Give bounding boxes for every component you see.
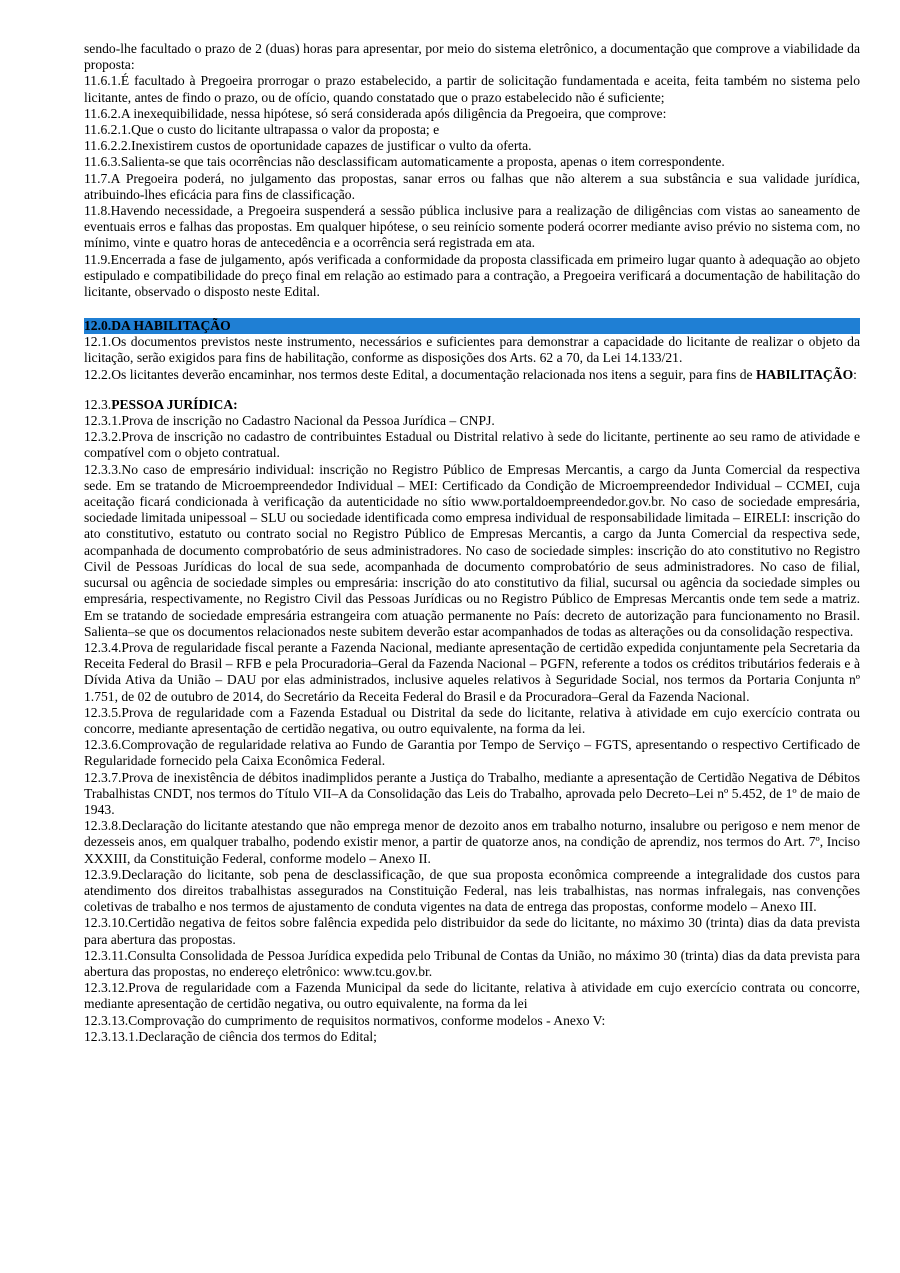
list-item: 12.3.10.Certidão negativa de feitos sobre falência expedida pelo distribuidor da sede do licitante, no máximo 30 (trinta) dias da data prevista para abertura das propostas. bbox=[84, 915, 860, 947]
list-item: 12.3.13.Comprovação do cumprimento de requisitos normativos, conforme modelos - Anexo V: bbox=[84, 1012, 606, 1028]
paragraph-12-3-title: PESSOA JURÍDICA: bbox=[111, 396, 238, 412]
list-item: 12.3.12.Prova de regularidade com a Fazenda Municipal da sede do licitante, relativa à atividade em cujo exercício contrata ou concorre, mediante apresentação de certidão negativa, ou outro equivalente, na forma da lei bbox=[84, 980, 860, 1012]
spacer bbox=[84, 383, 860, 397]
list-item: 12.3.11.Consulta Consolidada de Pessoa Jurídica expedida pelo Tribunal de Contas da União, no máximo 30 (trinta) dias da data prevista para abertura das propostas, no endereço eletrônico: www.tcu.gov.br. bbox=[84, 947, 860, 979]
paragraph-11-8: 11.8.Havendo necessidade, a Pregoeira suspenderá a sessão pública inclusive para a realização de diligências com vistas ao saneamento de eventuais erros e falhas das propostas. Em qualquer hipótese, o seu reinício somente poderá ocorrer mediante aviso prévio no sistema com, no mínimo, vinte e quatro horas de antecedência e a ocorrência será registrada em ata. bbox=[84, 203, 860, 251]
list-item: 12.3.5.Prova de regularidade com a Fazenda Estadual ou Distrital da sede do licitante, relativa à atividade em cujo exercício contrata ou concorre, mediante apresentação de certidão negativa, ou outro equivalente, na forma da lei. bbox=[84, 704, 860, 736]
list-item: 12.3.13.1.Declaração de ciência dos termos do Edital; bbox=[84, 1028, 377, 1044]
paragraph-11-6-1: 11.6.1.É facultado à Pregoeira prorrogar o prazo estabelecido, a partir de solicitação fundamentada e aceita, feita também no sistema pelo licitante, antes de findo o prazo, ou de ofício, quando constatado que o prazo estabelecido não é suficiente; bbox=[84, 73, 860, 105]
spacer bbox=[84, 300, 860, 318]
list-item: 12.3.9.Declaração do licitante, sob pena de desclassificação, de que sua proposta econômica compreende a integralidade dos custos para atendimento dos direitos trabalhistas assegurados na Constituição Federal, nas leis trabalhistas, nas normas infralegais, nas convenções coletivas de trabalho e nos termos de ajustamento de conduta vigentes na data de entrega das propostas, conforme modelo – Anexo III. bbox=[84, 866, 860, 915]
paragraph-12-2-end: : bbox=[853, 366, 857, 382]
paragraph-11-6-3: 11.6.3.Salienta-se que tais ocorrências não desclassificam automaticamente a proposta, apenas o item correspondente. bbox=[84, 154, 725, 170]
paragraph-12-2 bbox=[84, 367, 860, 383]
list-item: 12.3.4.Prova de regularidade fiscal perante a Fazenda Nacional, mediante apresentação de certidão expedida conjuntamente pela Secretaria da Receita Federal do Brasil – RFB e pela Procuradoria–Geral da Fazenda Nacional – PGFN, referente a todos os créditos tributários federais e à Dívida Ativa da União – DAU por elas administrados, inclusive aqueles relativos à Seguridade Social, nos termos da Portaria Conjunta nº 1.751, de 02 de outubro de 2014, do Secretário da Receita Federal do Brasil e da Procuradora–Geral da Fazenda Nacional. bbox=[84, 639, 860, 704]
paragraph-12-3-num: 12.3. bbox=[84, 396, 112, 412]
section-heading-habilitacao: 12.0.DA HABILITAÇÃO bbox=[84, 318, 860, 334]
paragraph-11-6-2: 11.6.2.A inexequibilidade, nessa hipótese, só será considerada após diligência da Pregoeira, que comprove: bbox=[84, 105, 667, 121]
paragraph-11-7: 11.7.A Pregoeira poderá, no julgamento das propostas, sanar erros ou falhas que não alterem a sua substância e sua validade jurídica, atribuindo-lhes eficácia para fins de classificação. bbox=[84, 170, 860, 202]
paragraph-12-1: 12.1.Os documentos previstos neste instrumento, necessários e suficientes para demonstrar a capacidade do licitante de realizar o objeto da licitação, serão exigidos para fins de habilitação, conforme as disposições dos Arts. 62 a 70, da Lei 14.133/21. bbox=[84, 334, 860, 366]
paragraph-intro: sendo-lhe facultado o prazo de 2 (duas) horas para apresentar, por meio do sistema eletrônico, a documentação que comprove a viabilidade da proposta: bbox=[84, 41, 860, 73]
paragraph-12-2-bold: HABILITAÇÃO bbox=[755, 366, 854, 382]
paragraph-11-9: 11.9.Encerrada a fase de julgamento, após verificada a conformidade da proposta classificada em primeiro lugar quanto à adequação ao objeto estipulado e compatibilidade do preço final em relação ao estimado para a contração, a Pregoeira verificará a documentação de habilitação do licitante, observado o disposto neste Edital. bbox=[84, 251, 860, 300]
document-page bbox=[84, 41, 860, 1045]
paragraph-12-2-text: 12.2.Os licitantes deverão encaminhar, nos termos deste Edital, a documentação relacionada nos itens a seguir, para fins de bbox=[84, 366, 756, 382]
list-item: 12.3.3.No caso de empresário individual: inscrição no Registro Público de Empresas Mercantis, a cargo da Junta Comercial da respectiva sede. Em se tratando de Microempreendedor Individual – MEI: Certificado da Condição de Microempreendedor Individual – CCMEI, cuja aceitação ficará condicionada à verificação da autenticidade no sítio www.portaldoempreendedor.gov.br. No caso de sociedade empresária, sociedade limitada unipessoal – SLU ou sociedade identificada como empresa individual de responsabilidade limitada – EIRELI: inscrição do ato constitutivo, estatuto ou contrato social no Registro Público de Empresas Mercantis, a cargo da Junta Comercial da respectiva sede, acompanhada de documento comprobatório de seus administradores. No caso de sociedade simples: inscrição do ato constitutivo no Registro Civil de Pessoas Jurídicas do local de sua sede, acompanhada de documento comprobatório de seus administradores. No caso de filial, sucursal ou agência de sociedade simples ou empresária: inscrição do ato constitutivo da filial, sucursal ou agência da sociedade simples ou empresária, respectivamente, no Registro Civil das Pessoas Jurídicas ou no Registro Público de Empresas Mercantis onde tem sede a matriz. Em se tratando de sociedade empresária estrangeira com atuação permanente no País: decreto de autorização para funcionamento no Brasil. Salienta–se que os documentos relacionados neste subitem deverão estar acompanhados de todas as alterações ou da consolidação respectiva. bbox=[84, 461, 860, 639]
paragraph-12-3 bbox=[84, 397, 860, 413]
list-item: 12.3.1.Prova de inscrição no Cadastro Nacional da Pessoa Jurídica – CNPJ. bbox=[84, 413, 495, 429]
paragraph-11-6-2-2: 11.6.2.2.Inexistirem custos de oportunidade capazes de justificar o vulto da oferta. bbox=[84, 138, 532, 154]
list-item: 12.3.7.Prova de inexistência de débitos inadimplidos perante a Justiça do Trabalho, mediante a apresentação de Certidão Negativa de Débitos Trabalhistas CNDT, nos termos do Título VII–A da Consolidação das Leis do Trabalho, aprovada pelo Decreto–Lei nº 5.452, de 1º de maio de 1943. bbox=[84, 769, 860, 817]
paragraph-11-6-2-1: 11.6.2.1.Que o custo do licitante ultrapassa o valor da proposta; e bbox=[84, 122, 440, 138]
list-item: 12.3.6.Comprovação de regularidade relativa ao Fundo de Garantia por Tempo de Serviço – FGTS, apresentando o respectivo Certificado de Regularidade fornecido pela Caixa Econômica Federal. bbox=[84, 737, 860, 769]
list-item: 12.3.2.Prova de inscrição no cadastro de contribuintes Estadual ou Distrital relativo à sede do licitante, pertinente ao seu ramo de atividade e compatível com o objeto contratual. bbox=[84, 429, 860, 461]
list-item: 12.3.8.Declaração do licitante atestando que não emprega menor de dezoito anos em trabalho noturno, insalubre ou perigoso e nem menor de dezesseis anos, em qualquer trabalho, podendo existir menor, a partir de quatorze anos, na condição de aprendiz, nos termos do Art. 7º, Inciso XXXIII, da Constituição Federal, conforme modelo – Anexo II. bbox=[84, 818, 860, 866]
